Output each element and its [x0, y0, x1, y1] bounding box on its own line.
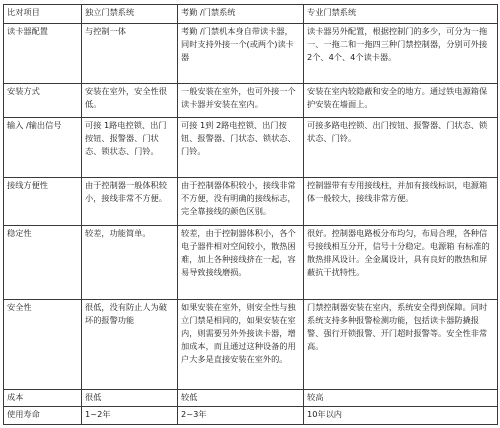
row-label: 使用寿命	[4, 407, 82, 425]
table-row	[4, 390, 498, 407]
row-label: 安装方式	[4, 84, 82, 118]
table-row	[4, 84, 498, 118]
table-cell: 可接 1路电控锁、出门按钮、报警器、门状态、锁状态、门铃。	[82, 118, 178, 178]
row-label: 安全性	[4, 300, 82, 390]
comparison-table	[3, 4, 498, 425]
table-cell: 1~2年	[82, 407, 178, 425]
table-cell: 读卡器另外配置，根据控制门的多少，可分为一拖一、一拖二和一拖四三种门禁控制器，分别可外接 2个、4个、4个读卡器。	[304, 24, 498, 84]
table-row	[4, 407, 498, 425]
table-cell: 控制器带有专用接线柱，并加有接线标识，电源箱体一般较大，接线非常方便。	[304, 178, 498, 226]
table-row	[4, 118, 498, 178]
table-cell: 很好。控制器电路板分布均匀，布局合理，各种信号接线相互分开，信号十分稳定。电源箱 有标准的散热排风设计。全金属设计，具有良好的散热和屏蔽抗干扰特性。	[304, 226, 498, 300]
row-label: 接线方便性	[4, 178, 82, 226]
row-label: 成本	[4, 390, 82, 407]
table-cell: 可接 1到 2路电控锁、出门按钮、报警器、门状态、锁状态、门铃。	[178, 118, 304, 178]
table-cell: 较高	[304, 390, 498, 407]
table-row	[4, 300, 498, 390]
table-cell: 门禁控制器安装在室内，系统安全得到保障。同时系统支持多种报警检测功能，包括读卡器防撬报警、强行开锁报警、开门超时报警等。安全性非常高。	[304, 300, 498, 390]
header-cell: 专业门禁系统	[304, 5, 498, 24]
table-header-row	[4, 5, 498, 24]
table-row	[4, 178, 498, 226]
table-cell: 考勤 /门禁机本身自带读卡器，同时支持外接一个(或两个)读卡器	[178, 24, 304, 84]
header-cell: 比对项目	[4, 5, 82, 24]
table-cell: 很低	[82, 390, 178, 407]
row-label: 稳定性	[4, 226, 82, 300]
table-cell: 较差，功能简单。	[82, 226, 178, 300]
table-cell: 如果安装在室外，则安全性与独立门禁是相同的，如果安装在室内，则需要另外外接读卡器，增加成本，而且通过这种设备的用户大多是直接安装在室外的。	[178, 300, 304, 390]
table-cell: 可接多路电控锁、出门按钮、报警器、门状态、锁状态、门铃。	[304, 118, 498, 178]
table-cell: 安装在室外，安全性很低。	[82, 84, 178, 118]
table-cell: 较差，由于控制器体积小，各个电子器件相对空间较小，散热困难，加上各种接线挤在一起，容易导致接线磨损。	[178, 226, 304, 300]
header-cell: 考勤 /门禁系统	[178, 5, 304, 24]
table-cell: 由于控制器体积较小，接线非常不方便，没有明确的接线标志，完全靠接线的颜色区别。	[178, 178, 304, 226]
table-cell: 由于控制器一般体积较小，接线非常不方便。	[82, 178, 178, 226]
table-cell: 一般安装在室外，也可外接一个读卡器并安装在室内。	[178, 84, 304, 118]
table-cell: 较低	[178, 390, 304, 407]
table-cell: 2~3年	[178, 407, 304, 425]
table-cell: 10年以内	[304, 407, 498, 425]
table-row	[4, 24, 498, 84]
row-label: 读卡器配置	[4, 24, 82, 84]
row-label: 输入 /输出信号	[4, 118, 82, 178]
table-cell: 与控制一体	[82, 24, 178, 84]
table-row	[4, 226, 498, 300]
table-cell: 安装在室内较隐蔽和安全的地方。通过铁电源箱保护安装在墙面上。	[304, 84, 498, 118]
header-cell: 独立门禁系统	[82, 5, 178, 24]
table-cell: 很低，没有防止人为破坏的报警功能	[82, 300, 178, 390]
